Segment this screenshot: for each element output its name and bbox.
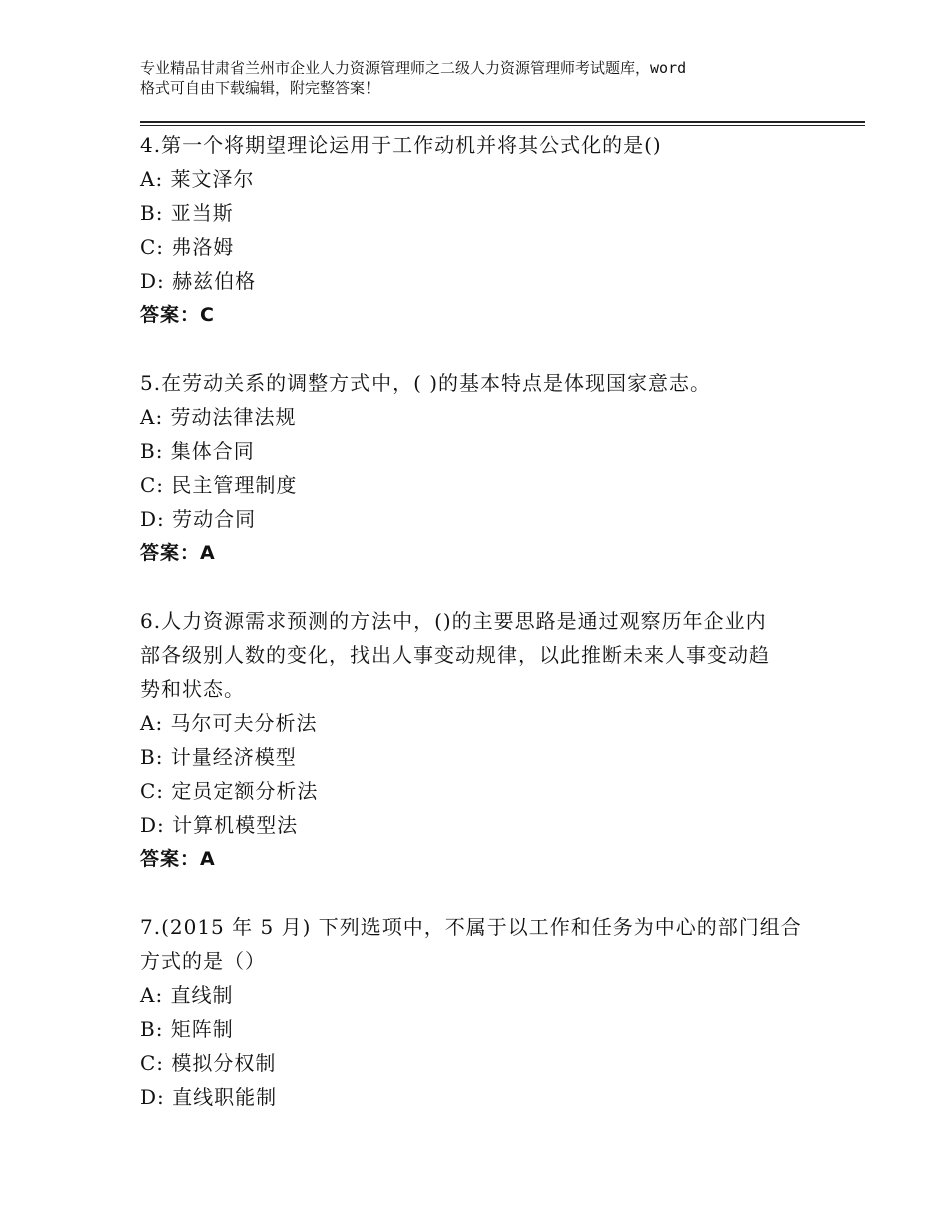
option-c: C: 弗洛姆: [140, 235, 235, 259]
option-d: D: 赫兹伯格: [140, 269, 257, 293]
question-stem-line-2: 部各级别人数的变化，找出人事变动规律，以此推断未来人事变动趋: [140, 643, 770, 667]
divider-thin-line: [140, 125, 865, 126]
option-c: C: 定员定额分析法: [140, 779, 319, 803]
question-stem-line-1: 6.人力资源需求预测的方法中，()的主要思路是通过观察历年企业内: [140, 609, 767, 633]
option-b: B: 亚当斯: [140, 201, 234, 225]
option-a: A: 劳动法律法规: [140, 405, 297, 429]
option-d: D: 劳动合同: [140, 507, 257, 531]
question-list: [140, 128, 830, 1114]
question-6: [140, 604, 830, 876]
header-line-2: 格式可自由下载编辑，附完整答案！: [140, 79, 381, 97]
answer-line: 答案：A: [140, 848, 216, 870]
question-stem-line-1: 7.(2015 年 5 月) 下列选项中，不属于以工作和任务为中心的部门组合: [140, 915, 802, 939]
divider-thick-line: [140, 121, 865, 123]
spacer: [140, 876, 830, 910]
option-d: D: 直线职能制: [140, 1085, 278, 1109]
header-line-1: 专业精品甘肃省兰州市企业人力资源管理师之二级人力资源管理师考试题库，word: [140, 59, 687, 77]
option-a: A: 直线制: [140, 983, 234, 1007]
question-stem: 4.第一个将期望理论运用于工作动机并将其公式化的是(): [140, 133, 662, 157]
question-stem: 5.在劳动关系的调整方式中，( )的基本特点是体现国家意志。: [140, 371, 712, 395]
option-a: A: 马尔可夫分析法: [140, 711, 318, 735]
answer-line: 答案：C: [140, 304, 215, 326]
question-5: [140, 366, 830, 570]
question-stem-line-2: 方式的是（）: [140, 949, 266, 973]
option-c: C: 民主管理制度: [140, 473, 298, 497]
answer-line: 答案：A: [140, 542, 216, 564]
option-b: B: 矩阵制: [140, 1017, 234, 1041]
question-7: [140, 910, 830, 1114]
option-d: D: 计算机模型法: [140, 813, 299, 837]
spacer: [140, 570, 830, 604]
document-header: [140, 58, 840, 98]
option-b: B: 集体合同: [140, 439, 255, 463]
question-4: [140, 128, 830, 332]
option-b: B: 计量经济模型: [140, 745, 297, 769]
option-a: A: 莱文泽尔: [140, 167, 255, 191]
question-stem-line-3: 势和状态。: [140, 677, 245, 701]
header-divider: [140, 121, 865, 126]
option-c: C: 模拟分权制: [140, 1051, 277, 1075]
spacer: [140, 332, 830, 366]
